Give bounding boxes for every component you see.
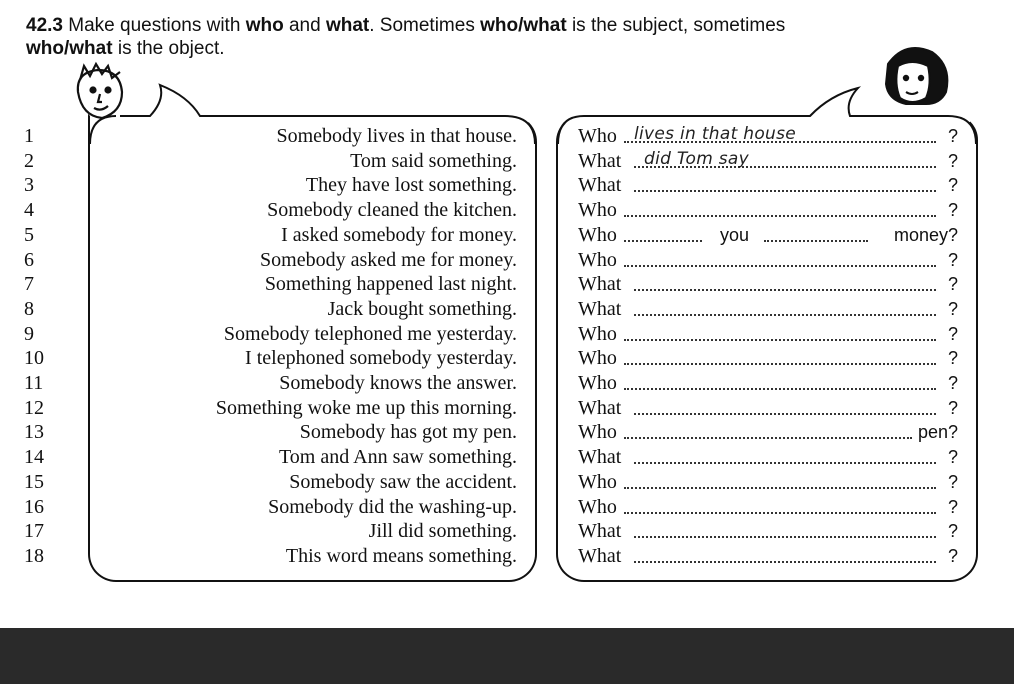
item-number: 15 [24, 470, 44, 493]
statement-sentence: This word means something. [285, 544, 517, 567]
statement-sentence: I asked somebody for money. [281, 223, 517, 246]
instruction-text-4: is the subject, sometimes [566, 15, 786, 36]
item-number: 1 [24, 125, 34, 147]
question-row [578, 272, 958, 297]
question-row [578, 544, 958, 569]
answer-blank[interactable] [634, 462, 936, 464]
question-word: What [578, 297, 622, 320]
man-cartoon-icon [78, 64, 122, 118]
question-word: Who [578, 347, 617, 370]
question-mark: ? [947, 150, 958, 171]
answer-blank[interactable] [634, 190, 936, 192]
statement-sentence: Somebody lives in that house. [276, 125, 517, 147]
instruction-bold-who: who [245, 15, 284, 36]
question-mark: ? [947, 249, 958, 270]
question-mark: ? [947, 126, 958, 146]
question-word: What [578, 520, 622, 543]
question-row [578, 519, 958, 544]
answer-blank[interactable] [624, 339, 936, 341]
question-word: What [578, 396, 622, 419]
question-word: Who [578, 322, 617, 345]
answer-blank[interactable] [624, 437, 912, 439]
item-number: 10 [24, 347, 44, 370]
question-word: Who [578, 223, 617, 246]
answer-blank[interactable] [634, 536, 936, 538]
question-row [578, 248, 958, 273]
question-mark: ? [947, 200, 958, 221]
answer-blank[interactable] [624, 388, 936, 390]
question-word: Who [578, 125, 617, 147]
question-word: Who [578, 248, 617, 271]
statement-sentence: Somebody telephoned me yesterday. [223, 322, 517, 345]
statement-sentence: Somebody saw the accident. [289, 470, 517, 493]
question-row [578, 322, 958, 347]
question-mark: ? [947, 496, 958, 517]
question-mark: ? [947, 348, 958, 369]
dark-footer-bar [0, 628, 1014, 684]
item-number: 6 [24, 248, 34, 271]
item-number: 14 [24, 446, 44, 469]
question-ending: money? [893, 224, 958, 245]
question-middle-word: you [720, 224, 750, 245]
instruction-text-3: . Sometimes [369, 15, 481, 36]
instruction-bold-whowhat-2: who/what [26, 38, 113, 59]
question-row [578, 149, 958, 174]
question-mark: ? [947, 521, 958, 542]
statement-sentence: Jill did something. [368, 520, 517, 543]
answer-blank[interactable] [624, 487, 936, 489]
statement-sentence: Somebody cleaned the kitchen. [267, 199, 517, 222]
question-mark: ? [947, 274, 958, 295]
question-mark: ? [947, 447, 958, 468]
handwritten-answer: lives in that house [634, 124, 797, 144]
item-number: 12 [24, 396, 44, 419]
question-row [578, 495, 958, 520]
question-row [578, 173, 958, 198]
question-row [578, 198, 958, 223]
item-number: 9 [24, 322, 34, 345]
statement-sentence: Something woke me up this morning. [215, 396, 517, 419]
answer-blank[interactable] [764, 240, 868, 242]
item-number: 17 [24, 520, 44, 543]
answer-blank[interactable] [624, 512, 936, 514]
answer-blank[interactable] [624, 215, 936, 217]
item-number: 13 [24, 421, 44, 444]
answer-blank[interactable] [624, 363, 936, 365]
item-number: 4 [24, 199, 34, 222]
instruction-text-1: Make questions with [68, 15, 246, 36]
question-word: Who [578, 372, 617, 394]
item-number: 2 [24, 149, 34, 172]
question-row [578, 297, 958, 322]
question-row [578, 371, 958, 396]
answer-blank[interactable] [634, 289, 936, 291]
answer-blank[interactable] [624, 265, 936, 267]
statement-sentence: They have lost something. [305, 174, 517, 197]
statement-sentence: Jack bought something. [327, 297, 517, 320]
question-mark: ? [947, 298, 958, 319]
answer-blank[interactable] [624, 240, 702, 242]
statement-sentence: Something happened last night. [264, 273, 517, 296]
question-row [578, 420, 958, 445]
item-number: 18 [24, 544, 44, 567]
question-mark: ? [947, 471, 958, 492]
question-word: What [578, 174, 622, 197]
item-number: 11 [24, 372, 44, 394]
answer-blank[interactable] [634, 413, 936, 415]
item-number: 16 [24, 495, 44, 518]
statement-sentence: Somebody asked me for money. [260, 248, 517, 271]
question-ending: pen? [917, 422, 958, 443]
statement-sentence: I telephoned somebody yesterday. [245, 347, 517, 370]
question-mark: ? [947, 373, 958, 393]
woman-cartoon-icon [886, 48, 947, 104]
question-word: What [578, 273, 622, 296]
item-number: 3 [24, 174, 34, 197]
statement-sentence: Somebody has got my pen. [299, 421, 517, 444]
question-word: Who [578, 199, 617, 222]
item-number: 7 [24, 273, 34, 296]
question-word: What [578, 446, 622, 469]
question-mark: ? [947, 397, 958, 418]
statement-sentence: Somebody did the washing-up. [268, 495, 517, 518]
question-row [578, 396, 958, 421]
instruction-text-2: and [283, 15, 326, 36]
question-mark: ? [947, 545, 958, 566]
question-row [578, 445, 958, 470]
question-row [578, 223, 958, 248]
question-mark: ? [947, 323, 958, 344]
question-mark: ? [947, 175, 958, 196]
answer-blank[interactable] [634, 561, 936, 563]
question-row [578, 470, 958, 495]
statement-sentence: Somebody knows the answer. [279, 372, 517, 394]
question-word: Who [578, 470, 617, 493]
instruction-text-5: is the object. [112, 38, 225, 59]
instruction-bold-whowhat-1: who/what [480, 15, 567, 36]
item-number: 8 [24, 297, 34, 320]
exercise-number: 42.3 [26, 15, 63, 36]
answer-blank[interactable] [634, 314, 936, 316]
question-word: Who [578, 495, 617, 518]
instruction-bold-what: what [325, 15, 370, 36]
question-row [578, 346, 958, 371]
question-word: Who [578, 421, 617, 444]
question-word: What [578, 544, 622, 567]
item-number: 5 [24, 223, 34, 246]
question-word: What [578, 149, 622, 172]
statement-sentence: Tom and Ann saw something. [278, 446, 517, 469]
question-row [578, 124, 958, 149]
handwritten-answer: did Tom say [644, 148, 749, 169]
statement-sentence: Tom said something. [350, 149, 517, 172]
